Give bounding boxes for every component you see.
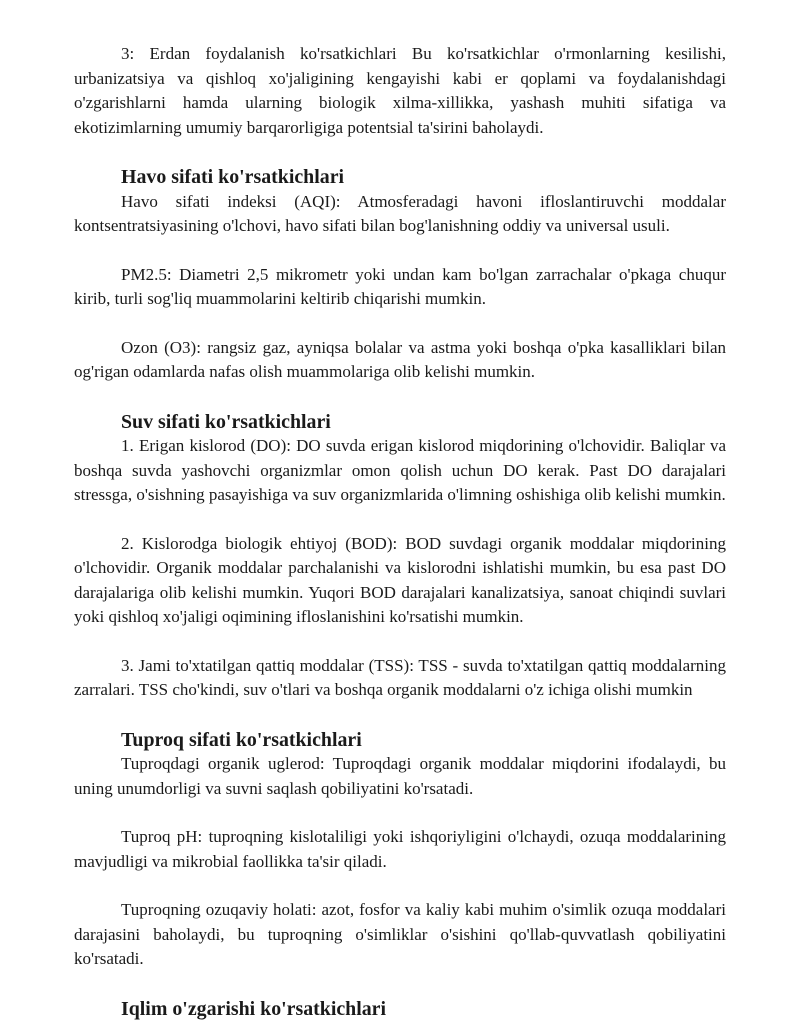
paragraph-soil-nutrients: Tuproqning ozuqaviy holati: azot, fosfor va kaliy kabi muhim o'simlik ozuqa moddalari darajasini baholaydi, bu tuproqning o'simliklar o'sishini qo'llab-quvvatlash qobiliyatini ko'rsatadi. xyxy=(74,900,726,968)
paragraph-tss: 3. Jami to'xtatilgan qattiq moddalar (TSS): TSS - suvda to'xtatilgan qattiq moddalarning zarralari. TSS cho'kindi, suv o'tlari va boshqa organik moddalarni o'z ichiga olishi mumkin xyxy=(74,655,726,699)
heading-air-quality: Havo sifati ko'rsatkichlari xyxy=(121,166,345,188)
paragraph-dissolved-oxygen: 1. Erigan kislorod (DO): DO suvda erigan kislorod miqdorining o'lchovidir. Baliqlar va boshqa suvda yashovchi organizmlar omon qolish uchun DO kerak. Past DO darajalari stressga, o'sishning pasayishiga va suv organizmlarida o'limning oshishiga olib kelishi mumkin. xyxy=(74,436,726,504)
paragraph-bod: 2. Kislorodga biologik ehtiyoj (BOD): BOD suvdagi organik moddalar miqdorining o'lchovidir. Organik moddalar parchalanishi va kislorodni ishlatishi mumkin, bu esa past DO darajalariga olib kelishi mumkin. Yuqori BOD darajalari kanalizatsiya, sanoat chiqindi suvlari yoki qishloq xo'jaligi oqimining ifloslanishini ko'rsatishi mumkin. xyxy=(74,533,726,626)
heading-soil-quality: Tuproq sifati ko'rsatkichlari xyxy=(121,728,362,751)
paragraph-land-use-indicators: 3: Erdan foydalanish ko'rsatkichlari Bu ko'rsatkichlar o'rmonlarning kesilishi, urbanizatsiya va qishloq xo'jaligining kengayishi kabi er qoplami va foydalanishdagi o'zgarishlarni hamda ularning biologik xilma-xillikka, yashash muhiti sifatiga va ekotizimlarning umumiy barqarorligiga potentsial ta'sirini baholaydi. xyxy=(74,44,726,137)
heading-water-quality: Suv sifati ko'rsatkichlari xyxy=(121,410,331,433)
paragraph-pm25: PM2.5: Diametri 2,5 mikrometr yoki undan kam bo'lgan zarrachalar o'pkaga chuqur kirib, turli sog'liq muammolarini keltirib chiqarishi mumkin. xyxy=(74,264,726,308)
paragraph-ozone: Ozon (O3): rangsiz gaz, ayniqsa bolalar va astma yoki boshqa o'pka kasalliklari bilan og'rigan odamlarda nafas olish muammolariga olib kelishi mumkin. xyxy=(74,337,726,381)
paragraph-aqi: Havo sifati indeksi (AQI): Atmosferadagi havoni ifloslantiruvchi moddalar kontsentratsiyasining o'lchovi, havo sifati bilan bog'lanishning oddiy va universal usuli. xyxy=(74,191,726,235)
paragraph-soil-ph: Tuproq pH: tuproqning kislotaliligi yoki ishqoriyligini o'lchaydi, ozuqa moddalarining mavjudligi va mikrobial faollikka ta'sir qiladi. xyxy=(74,827,726,871)
paragraph-soil-organic-carbon: Tuproqdagi organik uglerod: Tuproqdagi organik moddalar miqdorini ifodalaydi, bu uning unumdorligi va suvni saqlash qobiliyatini ko'rsatadi. xyxy=(74,754,726,798)
heading-climate-change: Iqlim o'zgarishi ko'rsatkichlari xyxy=(121,997,387,1020)
